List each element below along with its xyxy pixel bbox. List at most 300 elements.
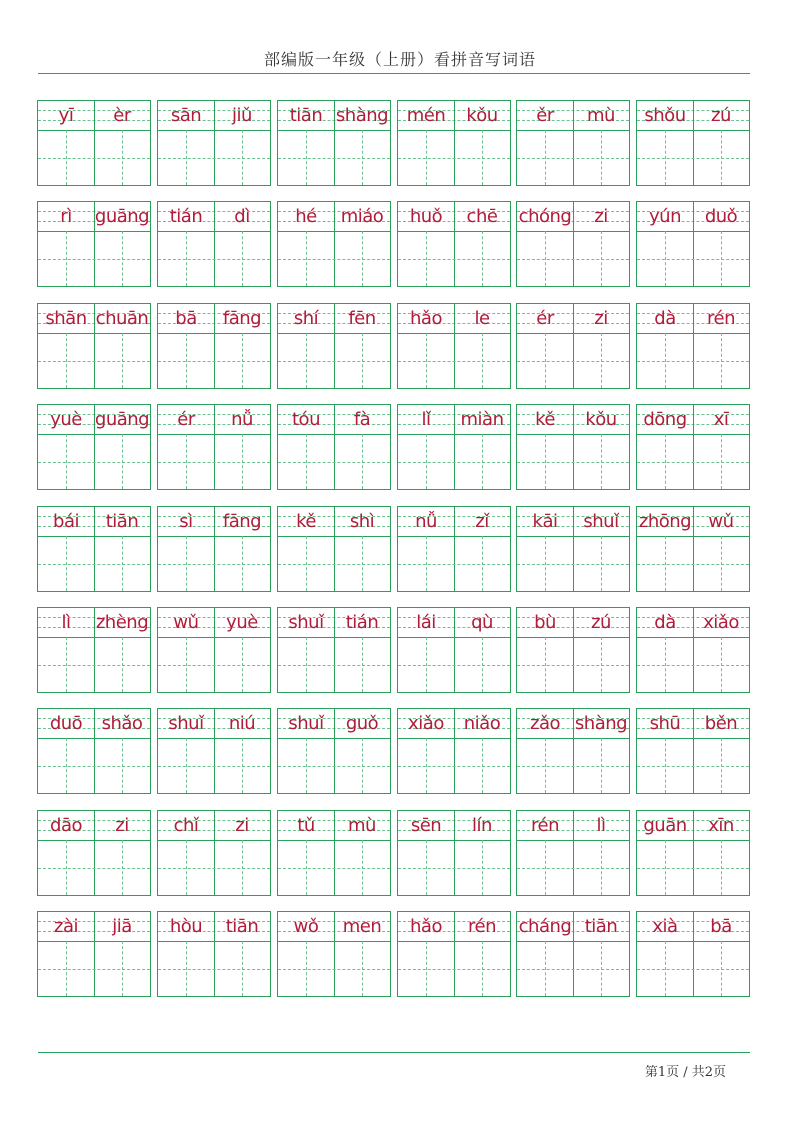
- pinyin-syllable: rén: [531, 814, 559, 836]
- grid-line: [637, 665, 749, 666]
- grid-line: [426, 333, 427, 388]
- grid-line: [398, 259, 510, 260]
- grid-line: [66, 536, 67, 591]
- grid-line: [362, 130, 363, 185]
- pinyin-syllable: èr: [113, 105, 131, 126]
- pinyin-syllable: shí: [293, 307, 319, 329]
- word-box: [636, 607, 750, 693]
- pinyin-syllable: tǔ: [297, 814, 315, 836]
- grid-line: [158, 564, 270, 565]
- pinyin-syllable: rén: [707, 307, 735, 329]
- grid-line: [545, 738, 546, 793]
- grid-line: [186, 130, 187, 185]
- grid-line: [122, 840, 123, 895]
- word-box: [397, 911, 511, 997]
- grid-line: [186, 637, 187, 692]
- grid-line: [306, 333, 307, 388]
- pinyin-syllable: qù: [471, 611, 493, 633]
- word-row: [37, 607, 749, 693]
- grid-line: [665, 738, 666, 793]
- grid-line: [398, 462, 510, 463]
- grid-line: [158, 259, 270, 260]
- grid-line: [721, 434, 722, 489]
- pinyin-syllable: bái: [53, 510, 79, 532]
- grid-line: [482, 536, 483, 591]
- pinyin-syllable: xīn: [708, 814, 734, 836]
- grid-line: [186, 231, 187, 286]
- grid-line: [545, 231, 546, 286]
- grid-line: [242, 130, 243, 185]
- word-box: [157, 607, 271, 693]
- pinyin-syllable: wǔ: [173, 611, 199, 633]
- word-box: [397, 708, 511, 794]
- grid-line: [362, 231, 363, 286]
- grid-line: [517, 969, 629, 970]
- pinyin-syllable: guāng: [94, 409, 150, 431]
- grid-line: [66, 738, 67, 793]
- pinyin-syllable: chǐ: [173, 814, 199, 836]
- pinyin-syllable: fāng: [222, 307, 262, 329]
- grid-line: [517, 158, 629, 159]
- grid-line: [721, 536, 722, 591]
- pinyin-syllable: cháng: [518, 916, 572, 938]
- word-box: [516, 404, 630, 490]
- grid-line: [66, 434, 67, 489]
- pinyin-syllable: nǚ: [231, 409, 253, 431]
- grid-line: [517, 564, 629, 565]
- grid-line: [482, 231, 483, 286]
- grid-line: [637, 361, 749, 362]
- grid-line: [637, 564, 749, 565]
- grid-line: [242, 738, 243, 793]
- grid-line: [426, 941, 427, 996]
- word-box: [516, 303, 630, 389]
- grid-line: [362, 941, 363, 996]
- pinyin-syllable: shuǐ: [288, 713, 324, 735]
- grid-line: [398, 361, 510, 362]
- word-box: [157, 810, 271, 896]
- pinyin-syllable: zhèng: [95, 611, 149, 633]
- grid-line: [721, 333, 722, 388]
- pinyin-syllable: niǎo: [463, 713, 501, 735]
- grid-line: [601, 231, 602, 286]
- word-box: [37, 607, 151, 693]
- word-box: [397, 201, 511, 287]
- pinyin-syllable: shǎo: [101, 713, 143, 735]
- pinyin-syllable: tián: [169, 206, 203, 228]
- grid-line: [38, 868, 150, 869]
- grid-line: [665, 333, 666, 388]
- grid-line: [278, 766, 390, 767]
- grid-line: [482, 130, 483, 185]
- grid-line: [186, 536, 187, 591]
- pinyin-syllable: lì: [596, 814, 606, 836]
- pinyin-syllable: fāng: [222, 510, 262, 532]
- pinyin-syllable: yuè: [50, 409, 82, 431]
- pinyin-syllable: jiǔ: [232, 105, 252, 126]
- grid-line: [426, 434, 427, 489]
- grid-line: [362, 536, 363, 591]
- word-box: [397, 303, 511, 389]
- grid-line: [665, 231, 666, 286]
- grid-line: [278, 462, 390, 463]
- footer-rule: [38, 1052, 750, 1053]
- grid-line: [242, 536, 243, 591]
- grid-line: [545, 536, 546, 591]
- grid-line: [426, 840, 427, 895]
- word-box: [277, 607, 391, 693]
- word-box: [37, 201, 151, 287]
- grid-line: [398, 564, 510, 565]
- grid-line: [601, 637, 602, 692]
- word-box: [277, 201, 391, 287]
- grid-line: [482, 333, 483, 388]
- grid-line: [601, 941, 602, 996]
- word-box: [277, 810, 391, 896]
- pinyin-syllable: tiān: [289, 105, 323, 126]
- grid-line: [482, 434, 483, 489]
- pinyin-syllable: tiān: [225, 916, 259, 938]
- word-box: [277, 911, 391, 997]
- pinyin-syllable: bā: [175, 307, 197, 329]
- word-box: [277, 303, 391, 389]
- pinyin-syllable: lín: [472, 814, 492, 836]
- grid-line: [517, 462, 629, 463]
- grid-line: [158, 158, 270, 159]
- grid-line: [38, 361, 150, 362]
- pinyin-syllable: bā: [710, 916, 732, 938]
- word-box: [157, 201, 271, 287]
- word-box: [636, 708, 750, 794]
- grid-line: [158, 462, 270, 463]
- word-box: [516, 607, 630, 693]
- pinyin-syllable: guǒ: [345, 713, 379, 735]
- word-box: [636, 911, 750, 997]
- grid-line: [398, 766, 510, 767]
- pinyin-syllable: guāng: [94, 206, 150, 228]
- word-box: [157, 708, 271, 794]
- pinyin-syllable: zi: [115, 814, 129, 836]
- word-row: [37, 201, 749, 287]
- pinyin-syllable: nǚ: [415, 510, 437, 532]
- pinyin-syllable: rén: [468, 916, 496, 938]
- grid-line: [66, 941, 67, 996]
- pinyin-syllable: ér: [536, 307, 554, 329]
- word-box: [636, 404, 750, 490]
- pinyin-syllable: shàng: [335, 105, 389, 126]
- grid-line: [278, 564, 390, 565]
- pinyin-syllable: yī: [58, 105, 74, 126]
- grid-line: [278, 361, 390, 362]
- pinyin-syllable: le: [474, 307, 490, 329]
- pinyin-syllable: ér: [177, 409, 195, 431]
- grid-line: [362, 333, 363, 388]
- grid-line: [306, 434, 307, 489]
- grid-line: [482, 840, 483, 895]
- pinyin-syllable: dāo: [50, 814, 82, 836]
- pinyin-syllable: zǎo: [530, 713, 560, 735]
- grid-line: [306, 738, 307, 793]
- pinyin-syllable: dà: [654, 611, 676, 633]
- grid-line: [721, 738, 722, 793]
- pinyin-syllable: bù: [534, 611, 556, 633]
- pinyin-syllable: wǒ: [293, 916, 319, 938]
- grid-line: [398, 158, 510, 159]
- word-box: [277, 506, 391, 592]
- pinyin-syllable: fēn: [348, 307, 376, 329]
- word-box: [37, 506, 151, 592]
- word-box: [516, 708, 630, 794]
- grid-line: [38, 158, 150, 159]
- pinyin-syllable: tiān: [584, 916, 618, 938]
- word-box: [636, 506, 750, 592]
- pinyin-syllable: zi: [235, 814, 249, 836]
- grid-line: [306, 130, 307, 185]
- pinyin-syllable: kě: [535, 409, 555, 431]
- pinyin-syllable: tiān: [105, 510, 139, 532]
- grid-line: [517, 766, 629, 767]
- word-box: [397, 607, 511, 693]
- word-box: [516, 201, 630, 287]
- grid-line: [398, 665, 510, 666]
- word-box: [516, 100, 630, 186]
- pinyin-syllable: shàng: [574, 713, 628, 735]
- grid-line: [122, 130, 123, 185]
- pinyin-syllable: guān: [643, 814, 687, 836]
- grid-line: [38, 259, 150, 260]
- pinyin-syllable: niú: [228, 713, 256, 735]
- word-row: [37, 404, 749, 490]
- grid-line: [665, 130, 666, 185]
- pinyin-syllable: miàn: [460, 409, 504, 431]
- pinyin-syllable: xiǎo: [408, 713, 444, 735]
- pinyin-syllable: chuān: [95, 307, 149, 329]
- pinyin-syllable: chē: [466, 206, 498, 228]
- grid-line: [186, 840, 187, 895]
- word-row: [37, 810, 749, 896]
- pinyin-syllable: kǒu: [466, 105, 498, 126]
- grid-line: [601, 333, 602, 388]
- grid-line: [242, 941, 243, 996]
- grid-line: [517, 361, 629, 362]
- grid-line: [637, 158, 749, 159]
- pinyin-syllable: zú: [591, 611, 611, 633]
- pinyin-syllable: wǔ: [708, 510, 734, 532]
- pinyin-syllable: miáo: [340, 206, 384, 228]
- grid-line: [242, 434, 243, 489]
- word-row: [37, 911, 749, 997]
- grid-line: [38, 665, 150, 666]
- pinyin-syllable: zǐ: [475, 510, 489, 532]
- word-box: [636, 201, 750, 287]
- pinyin-syllable: huǒ: [409, 206, 443, 228]
- grid-line: [665, 434, 666, 489]
- grid-line: [398, 969, 510, 970]
- word-box: [37, 911, 151, 997]
- word-box: [277, 708, 391, 794]
- grid-line: [278, 868, 390, 869]
- word-box: [397, 810, 511, 896]
- grid-line: [601, 536, 602, 591]
- word-box: [37, 303, 151, 389]
- pinyin-syllable: xià: [652, 916, 678, 938]
- grid-line: [306, 840, 307, 895]
- pinyin-syllable: tóu: [292, 409, 320, 431]
- grid-line: [362, 840, 363, 895]
- grid-line: [545, 941, 546, 996]
- pinyin-syllable: yún: [649, 206, 681, 228]
- grid-line: [158, 868, 270, 869]
- pinyin-syllable: shǒu: [644, 105, 686, 126]
- pinyin-syllable: kāi: [532, 510, 558, 532]
- pinyin-syllable: sān: [170, 105, 202, 126]
- word-row: [37, 100, 749, 186]
- grid-line: [66, 840, 67, 895]
- grid-line: [158, 766, 270, 767]
- pinyin-syllable: shì: [349, 510, 375, 532]
- grid-line: [426, 536, 427, 591]
- pinyin-syllable: dì: [234, 206, 250, 228]
- pinyin-syllable: rì: [60, 206, 72, 228]
- pinyin-syllable: běn: [704, 713, 738, 735]
- pinyin-syllable: tián: [345, 611, 379, 633]
- pinyin-syllable: zú: [711, 105, 731, 126]
- grid-line: [545, 840, 546, 895]
- word-box: [37, 708, 151, 794]
- grid-line: [545, 637, 546, 692]
- grid-line: [721, 637, 722, 692]
- grid-line: [637, 766, 749, 767]
- pinyin-syllable: kǒu: [585, 409, 617, 431]
- page-number: 第1页 / 共2页: [644, 1065, 726, 1080]
- grid-line: [362, 434, 363, 489]
- pinyin-syllable: hòu: [169, 916, 203, 938]
- grid-line: [278, 158, 390, 159]
- word-box: [157, 404, 271, 490]
- grid-line: [242, 840, 243, 895]
- word-box: [636, 303, 750, 389]
- header-rule: [38, 73, 750, 74]
- grid-line: [482, 738, 483, 793]
- pinyin-syllable: mù: [587, 105, 615, 126]
- grid-line: [482, 941, 483, 996]
- grid-line: [242, 333, 243, 388]
- grid-line: [66, 130, 67, 185]
- pinyin-syllable: dà: [654, 307, 676, 329]
- grid-line: [278, 665, 390, 666]
- grid-line: [38, 564, 150, 565]
- pinyin-syllable: mén: [406, 105, 446, 126]
- grid-line: [362, 738, 363, 793]
- word-row: [37, 506, 749, 592]
- grid-line: [278, 969, 390, 970]
- pinyin-syllable: fà: [353, 409, 371, 431]
- pinyin-syllable: zhōng: [638, 510, 692, 532]
- grid-line: [426, 637, 427, 692]
- page-title: 部编版一年级（上册）看拼音写词语: [263, 50, 536, 69]
- word-box: [37, 810, 151, 896]
- pinyin-grid: [37, 100, 749, 1013]
- grid-line: [38, 766, 150, 767]
- grid-line: [665, 536, 666, 591]
- grid-line: [66, 231, 67, 286]
- grid-line: [517, 665, 629, 666]
- pinyin-syllable: jiā: [112, 916, 132, 938]
- grid-line: [66, 333, 67, 388]
- pinyin-syllable: shuǐ: [288, 611, 324, 633]
- grid-line: [637, 462, 749, 463]
- grid-line: [186, 333, 187, 388]
- grid-line: [665, 637, 666, 692]
- grid-line: [601, 738, 602, 793]
- word-box: [636, 100, 750, 186]
- grid-line: [482, 637, 483, 692]
- grid-line: [186, 738, 187, 793]
- grid-line: [242, 231, 243, 286]
- grid-line: [38, 969, 150, 970]
- pinyin-syllable: chóng: [518, 206, 572, 228]
- grid-line: [665, 941, 666, 996]
- grid-line: [721, 231, 722, 286]
- word-box: [397, 100, 511, 186]
- grid-line: [398, 868, 510, 869]
- grid-line: [637, 868, 749, 869]
- word-box: [37, 100, 151, 186]
- grid-line: [122, 738, 123, 793]
- grid-line: [306, 536, 307, 591]
- pinyin-syllable: hǎo: [410, 307, 442, 329]
- grid-line: [362, 637, 363, 692]
- pinyin-syllable: lǐ: [421, 409, 431, 431]
- word-box: [157, 303, 271, 389]
- pinyin-syllable: yuè: [226, 611, 258, 633]
- grid-line: [242, 637, 243, 692]
- pinyin-syllable: duǒ: [704, 206, 738, 228]
- word-box: [157, 506, 271, 592]
- pinyin-syllable: shuǐ: [168, 713, 204, 735]
- grid-line: [665, 840, 666, 895]
- grid-line: [601, 130, 602, 185]
- word-box: [277, 100, 391, 186]
- grid-line: [186, 434, 187, 489]
- pinyin-syllable: ěr: [536, 105, 554, 126]
- word-box: [516, 911, 630, 997]
- pinyin-syllable: shān: [45, 307, 87, 329]
- pinyin-syllable: duō: [49, 713, 83, 735]
- word-row: [37, 303, 749, 389]
- grid-line: [158, 361, 270, 362]
- pinyin-syllable: mù: [348, 814, 376, 836]
- grid-line: [721, 941, 722, 996]
- grid-line: [721, 130, 722, 185]
- grid-line: [545, 333, 546, 388]
- pinyin-syllable: shuǐ: [583, 510, 619, 532]
- pinyin-syllable: dōng: [643, 409, 687, 431]
- grid-line: [517, 868, 629, 869]
- pinyin-syllable: zi: [594, 206, 608, 228]
- pinyin-syllable: men: [342, 916, 382, 938]
- pinyin-syllable: zi: [594, 307, 608, 329]
- pinyin-syllable: lì: [61, 611, 71, 633]
- grid-line: [278, 259, 390, 260]
- grid-line: [66, 637, 67, 692]
- grid-line: [38, 462, 150, 463]
- grid-line: [545, 130, 546, 185]
- word-row: [37, 708, 749, 794]
- grid-line: [122, 231, 123, 286]
- grid-line: [426, 738, 427, 793]
- grid-line: [122, 536, 123, 591]
